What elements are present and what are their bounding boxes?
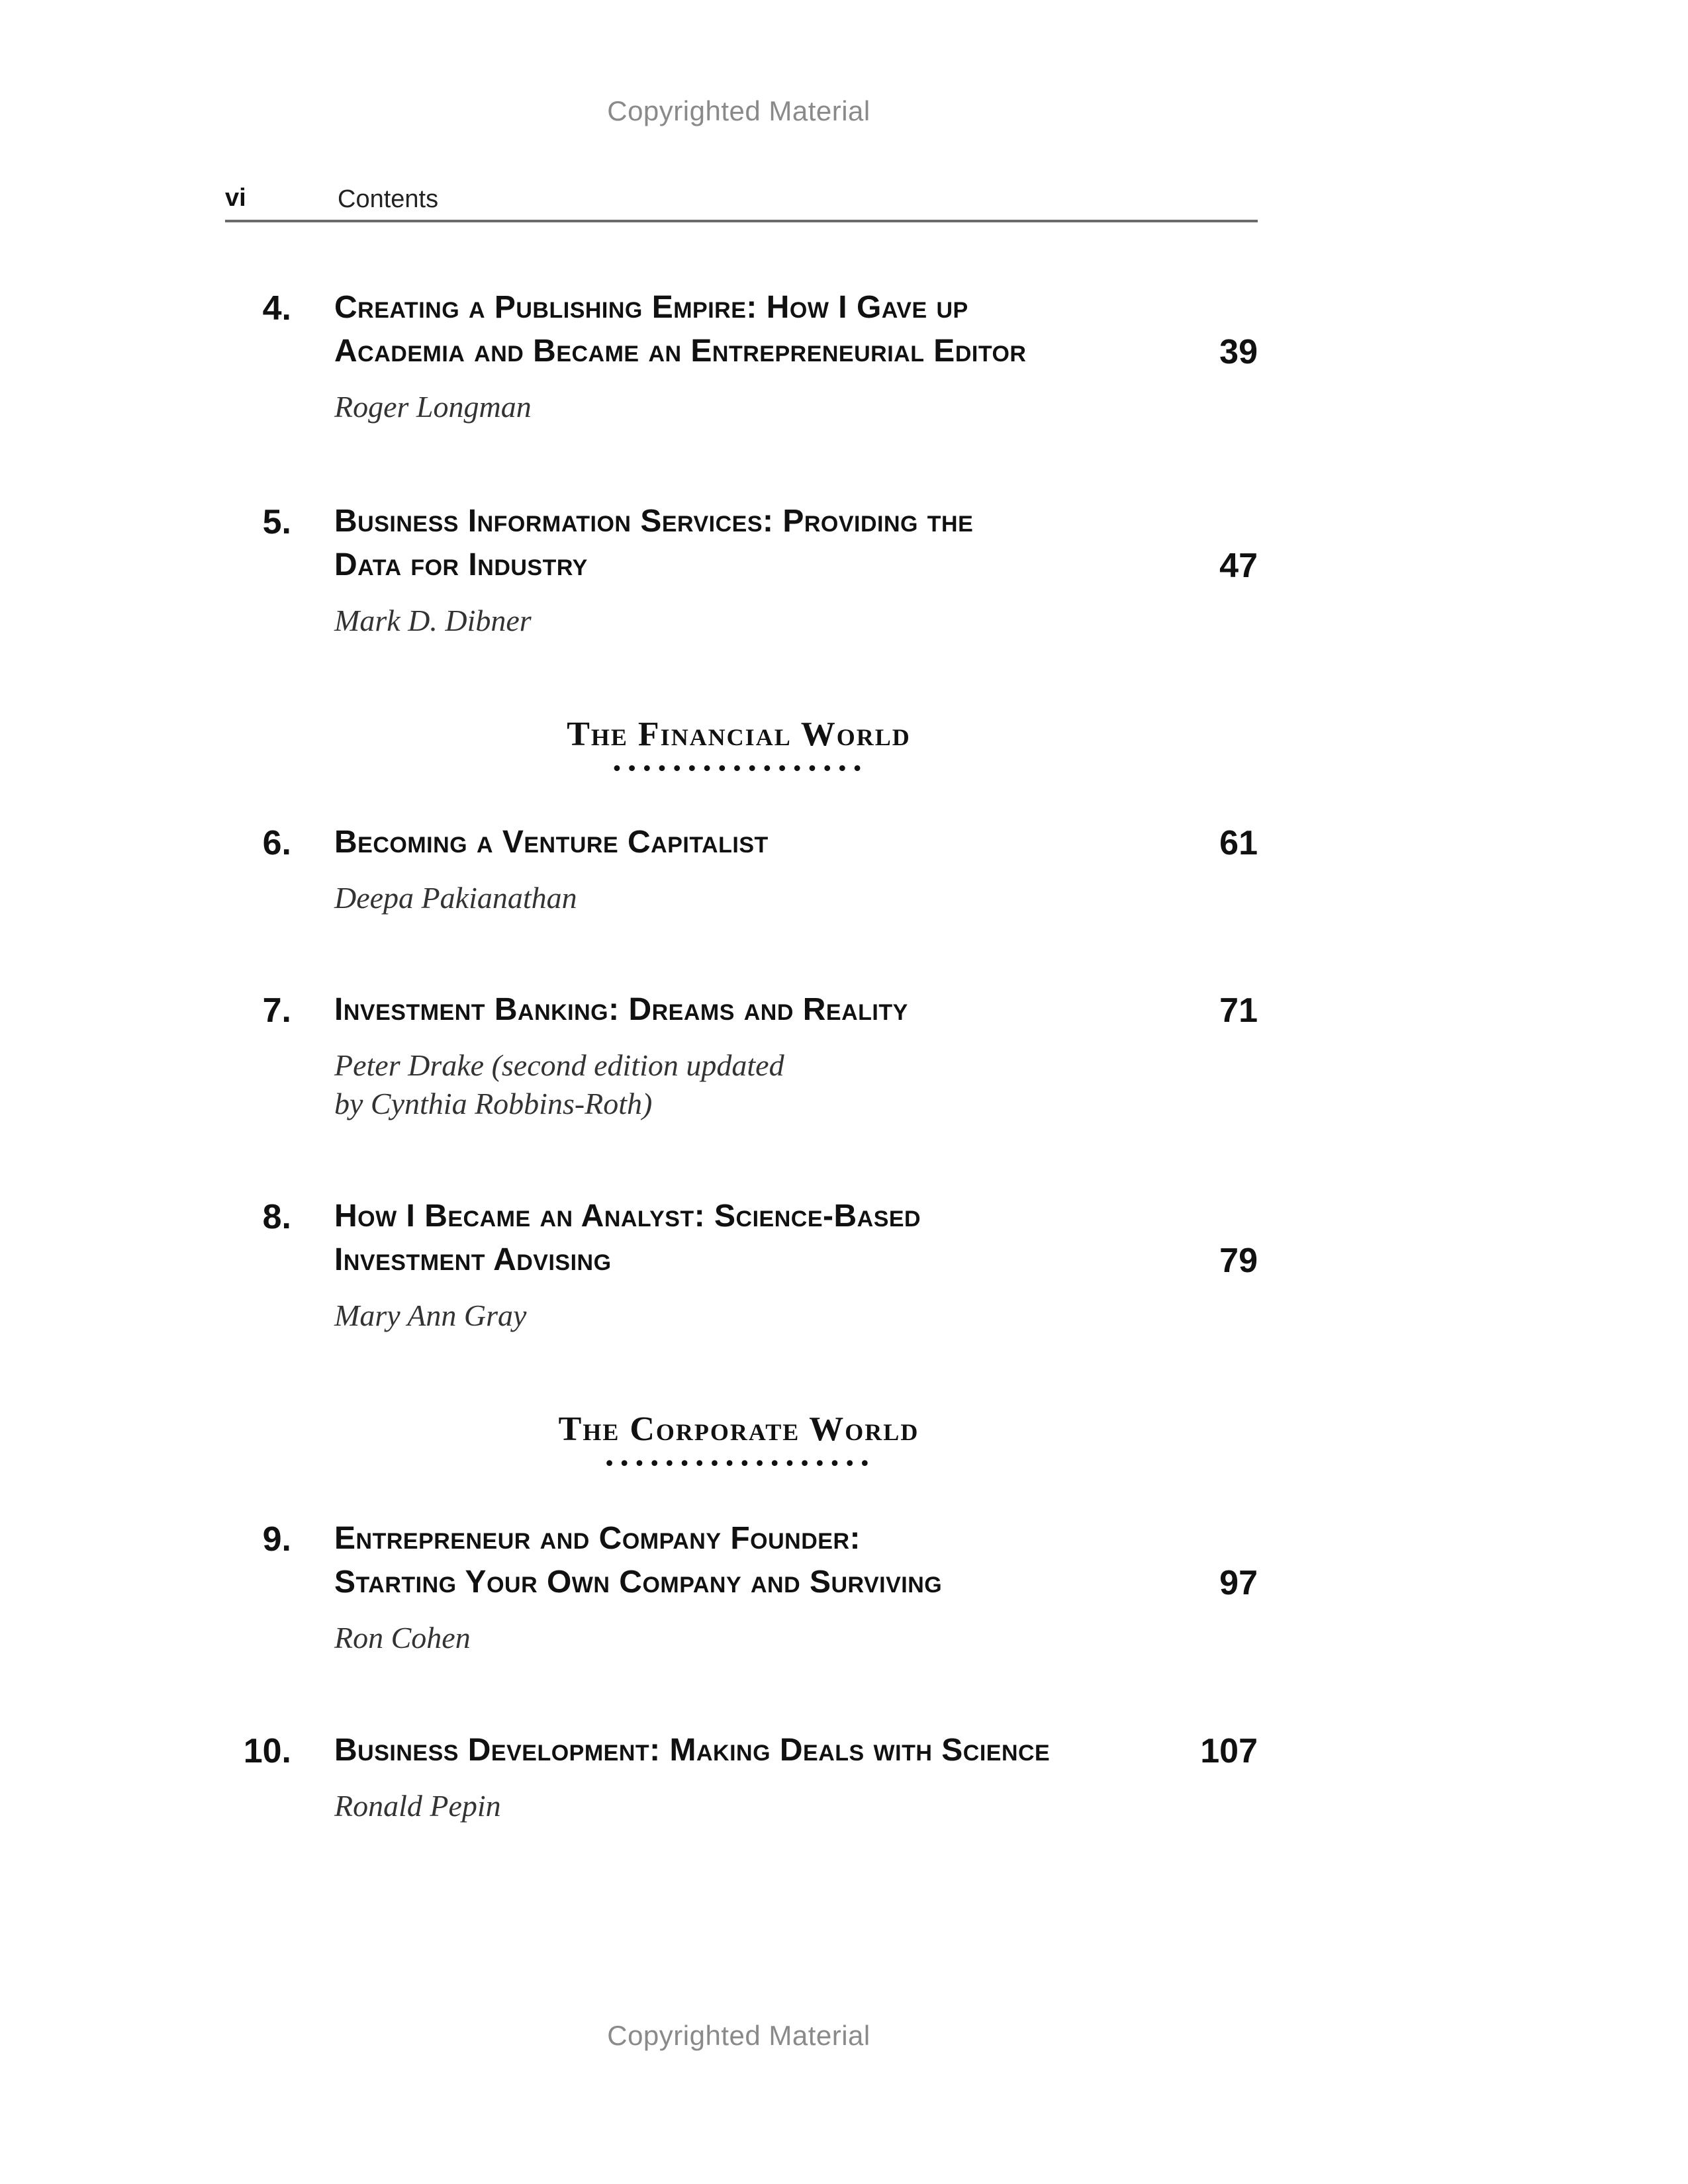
toc-entry-10[interactable] [225,1729,1258,1835]
chapter-title [334,286,1129,373]
chapter-title [334,1517,1129,1604]
toc-entry-5[interactable] [225,500,1258,645]
section-ornament-dots: •••••••••••••••••• [603,1453,874,1476]
section-heading-corporate-world: The Corporate World [558,1410,919,1448]
chapter-author [334,1787,1129,1825]
chapter-title-line: Data for Industry [334,547,588,582]
chapter-number: 6. [262,824,291,862]
page-number: 97 [1219,1564,1258,1602]
chapter-title [334,1195,1129,1282]
author-line: Ronald Pepin [334,1789,501,1823]
chapter-title [334,1729,1195,1772]
chapter-title-line: Business Development: Making Deals with Science [334,1733,1051,1768]
page-number: 79 [1219,1242,1258,1280]
page-number: 107 [1200,1732,1258,1770]
chapter-title-line: Business Information Services: Providing the [334,504,974,539]
chapter-author [334,1046,1129,1123]
toc-entry-7[interactable] [225,988,1258,1134]
chapter-author [334,1619,1129,1657]
toc-entry-8[interactable] [225,1195,1258,1340]
toc-entry-6[interactable] [225,821,1258,927]
toc-entry-9[interactable] [225,1517,1258,1662]
section-heading-financial-world: The Financial World [567,715,911,753]
author-line: by Cynthia Robbins-Roth) [334,1087,653,1120]
copyright-watermark-top: Copyrighted Material [607,95,870,126]
chapter-title [334,988,1129,1032]
chapter-title-line: Academia and Became an Entrepreneurial Editor [334,334,1027,369]
copyright-watermark-bottom: Copyrighted Material [607,2020,870,2051]
chapter-number: 9. [262,1520,291,1559]
chapter-title [334,821,1129,864]
running-title: Contents [338,185,439,213]
chapter-number: 4. [262,289,291,328]
page-number: 71 [1219,991,1258,1030]
chapter-author [334,879,1129,917]
author-line: Peter Drake (second edition updated [334,1048,784,1082]
toc-entry-4[interactable] [225,286,1258,432]
chapter-title-line: Becoming a Venture Capitalist [334,825,769,860]
author-line: Roger Longman [334,390,532,424]
section-ornament-dots: ••••••••••••••••• [611,758,867,781]
chapter-title [334,500,1129,587]
chapter-title-line: Creating a Publishing Empire: How I Gave up [334,290,968,325]
chapter-title-line: Investment Banking: Dreams and Reality [334,992,908,1027]
author-line: Mark D. Dibner [334,604,532,637]
chapter-title-line: Entrepreneur and Company Founder: [334,1521,861,1556]
page-folio: vi [225,184,246,212]
author-line: Ron Cohen [334,1621,471,1655]
chapter-title-line: Investment Advising [334,1242,612,1277]
page-number: 61 [1219,824,1258,862]
chapter-title-line: How I Became an Analyst: Science-Based [334,1199,921,1234]
chapter-title-line: Starting Your Own Company and Surviving [334,1565,943,1600]
chapter-number: 10. [243,1732,291,1770]
chapter-number: 7. [262,991,291,1030]
chapter-number: 8. [262,1198,291,1236]
chapter-author [334,1297,1129,1335]
page-number: 39 [1219,333,1258,371]
chapter-author [334,388,1129,426]
running-head [225,180,1258,221]
header-rule [225,220,1258,222]
page-number: 47 [1219,547,1258,585]
chapter-number: 5. [262,503,291,541]
chapter-author [334,602,1129,640]
author-line: Deepa Pakianathan [334,881,577,915]
author-line: Mary Ann Gray [334,1298,527,1332]
